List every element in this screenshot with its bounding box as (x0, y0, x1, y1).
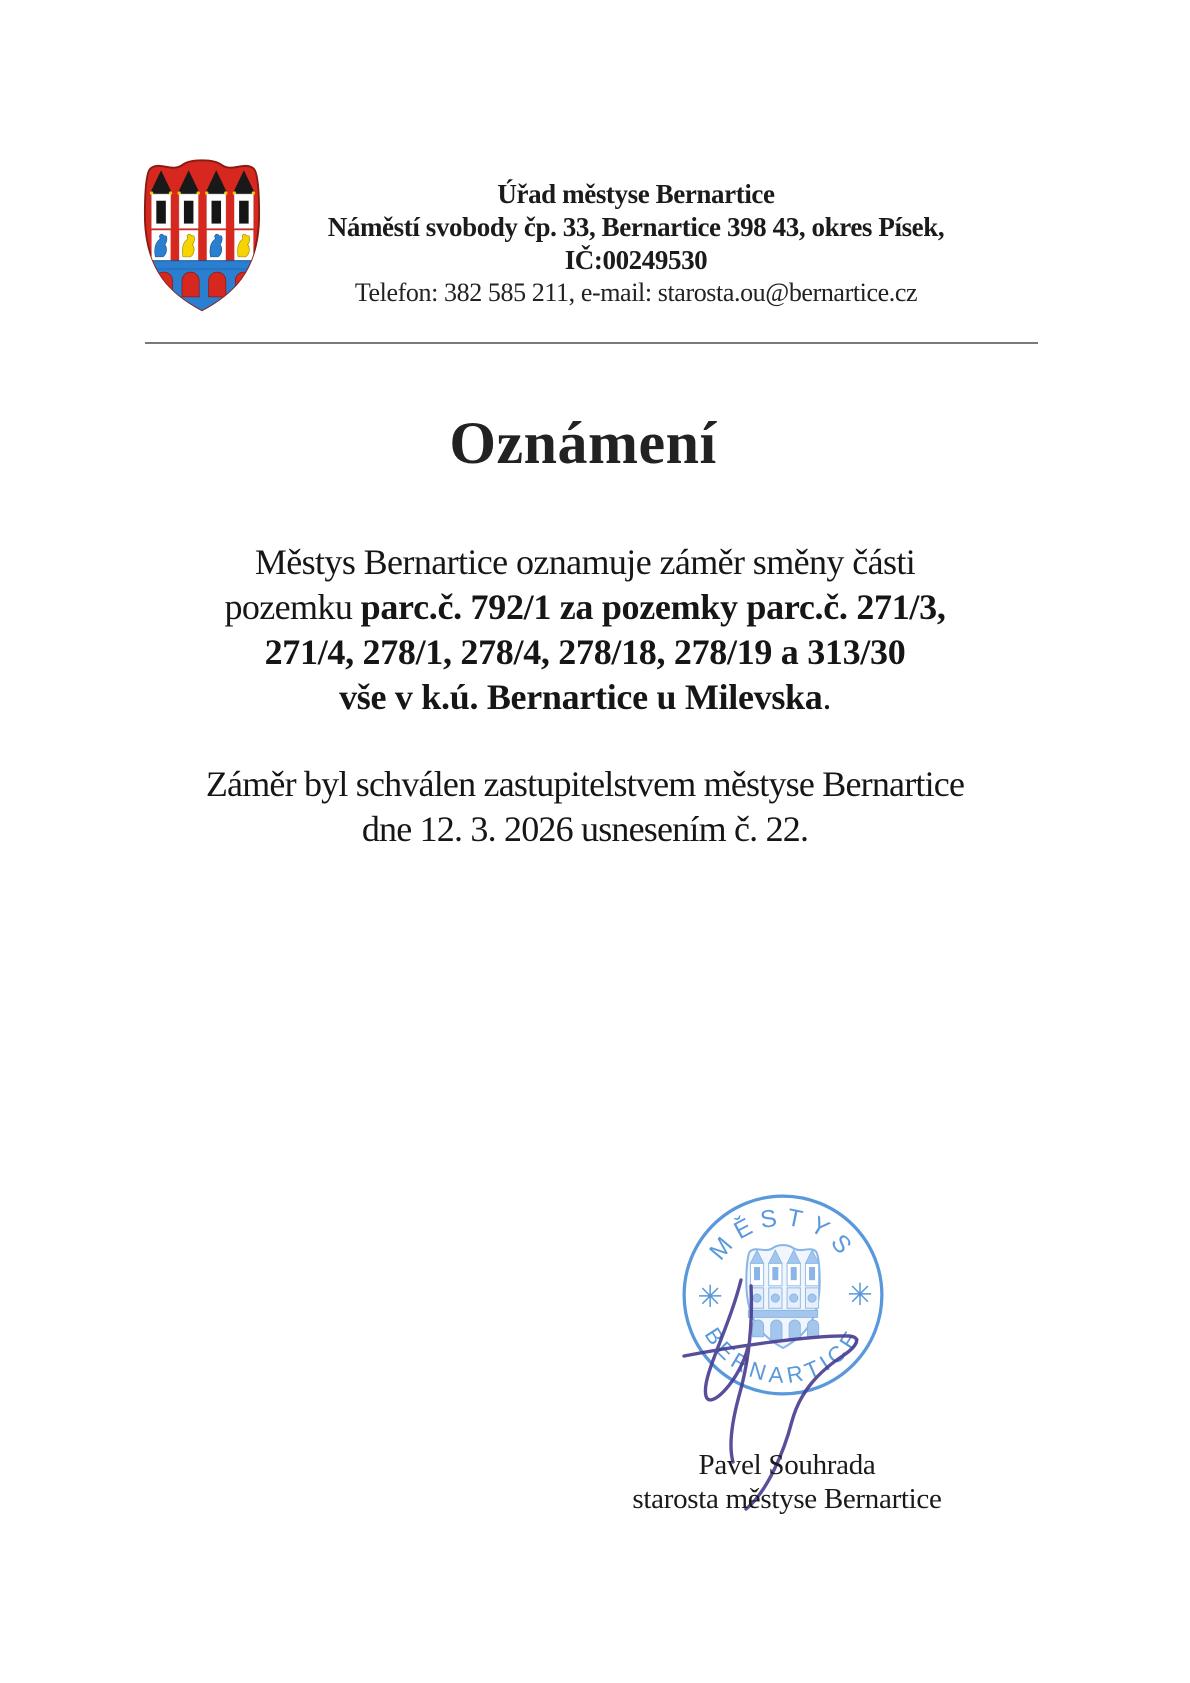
signer-role: starosta městyse Bernartice (632, 1483, 942, 1515)
announcement-line-1-text: Městys Bernartice oznamuje záměr směny části (254, 542, 916, 582)
coat-of-arms-icon (134, 156, 270, 314)
announcement-line-4 (105, 675, 1065, 720)
announcement-line-4-period: . (822, 677, 831, 717)
stamp-left-star-icon: ✳ (697, 1280, 723, 1315)
announcement-line-1 (105, 540, 1065, 585)
approval-line-2: dne 12. 3. 2026 usnesením č. 22. (361, 809, 809, 849)
announcement-line-2-regular: pozemku (224, 587, 361, 627)
bridge (145, 261, 259, 310)
document-title: Oznámení (449, 410, 717, 476)
stamp-right-star-icon: ✳ (847, 1278, 873, 1313)
stamp-arc-bottom-label: BERNARTICE (699, 1323, 867, 1389)
org-address: Náměstí svobody čp. 33, Bernartice 398 43, okres Písek, (327, 212, 945, 242)
org-name: Úřad městyse Bernartice (497, 179, 775, 209)
letterhead (280, 178, 992, 309)
signature-block (587, 1448, 987, 1516)
signature-stroke-2 (731, 1286, 751, 1462)
org-contact: Telefon: 382 585 211, e-mail: starosta.ou@bernartice.cz (354, 278, 918, 307)
org-company-id: IČ:00249530 (564, 245, 708, 275)
approval-line-1: Záměr byl schválen zastupitelstvem městyse Bernartice (205, 764, 965, 804)
signer-name: Pavel Souhrada (698, 1449, 876, 1481)
announcement-paragraph (105, 540, 1065, 720)
announcement-line-3-bold: 271/4, 278/1, 278/4, 278/18, 278/19 a 313/30 (264, 632, 906, 672)
announcement-line-2-bold: parc.č. 792/1 za pozemky parc.č. 271/3, (360, 587, 946, 627)
announcement-line-3 (105, 630, 1065, 675)
header-divider (145, 342, 1038, 344)
announcement-line-4-bold: vše v k.ú. Bernartice u Milevska (339, 677, 823, 717)
announcement-line-2 (105, 585, 1065, 630)
stamp-arc-top-label: MĚSTYS (704, 1203, 862, 1266)
approval-paragraph (105, 762, 1065, 852)
